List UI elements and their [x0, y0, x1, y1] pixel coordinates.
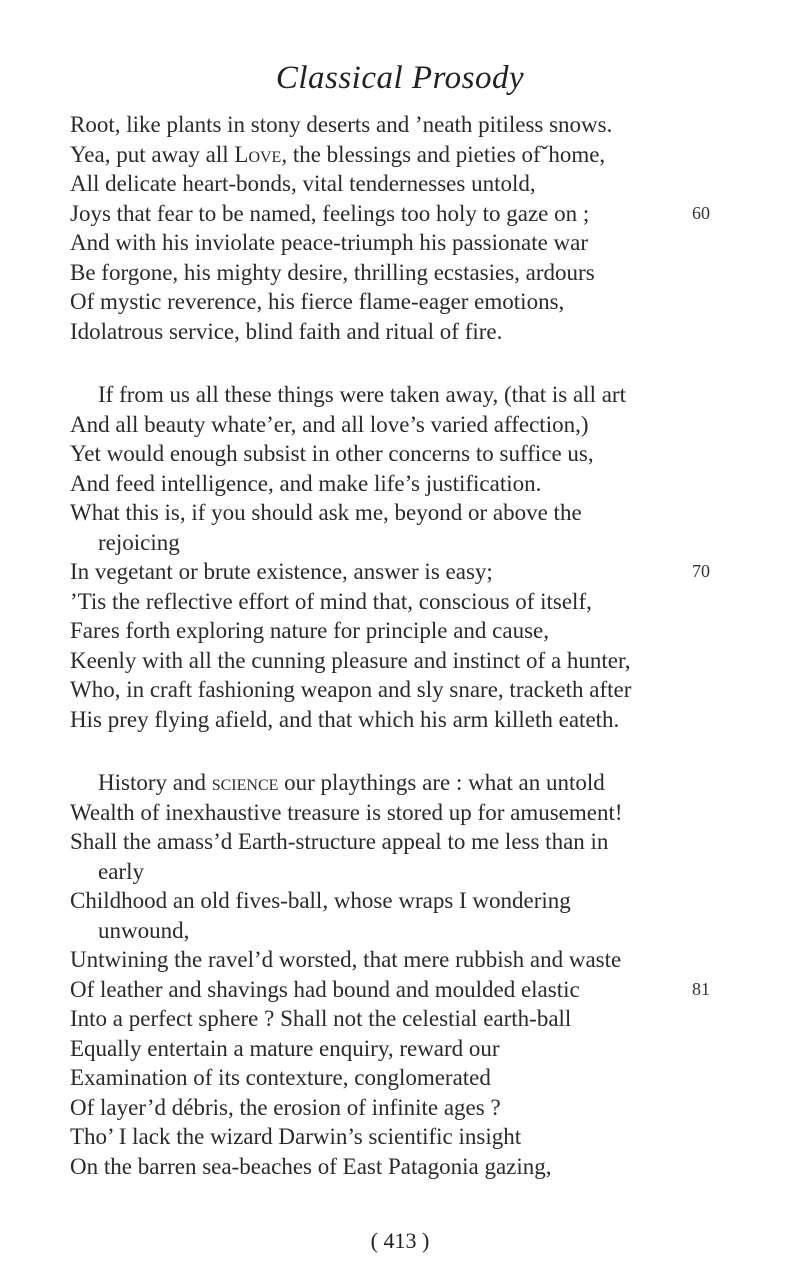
line-text: Childhood an old fives-ball, whose wraps I wondering [70, 888, 571, 913]
line-text: Wealth of inexhaustive treasure is stored up for amusement! [70, 799, 623, 825]
line-text: Examination of its contexture, conglomerated [70, 1065, 491, 1090]
poem-line [70, 705, 690, 735]
line-text: And feed intelligence, and make life’s justification. [70, 470, 542, 496]
poem-line [70, 1152, 690, 1182]
line-text: Shall the amass’d Earth-structure appeal to me less than in [70, 829, 609, 854]
poem-line [70, 827, 690, 857]
line-text: ’Tis the reflective effort of mind that, conscious of itself, [70, 588, 592, 614]
poem-line [70, 857, 690, 887]
poem-line [70, 317, 690, 347]
line-text: All delicate heart-bonds, vital tendernesses untold, [70, 171, 536, 196]
line-number: 60 [692, 202, 710, 223]
line-text: Joys that fear to be named, feelings too holy to gaze on ; [70, 200, 590, 226]
poem-line [70, 916, 690, 946]
line-text: Of leather and shavings had bound and moulded elastic [70, 976, 580, 1002]
line-text: Fares forth exploring nature for principle and cause, [70, 618, 549, 643]
page-number: ( 413 ) [370, 1228, 430, 1253]
poem-line [70, 110, 690, 140]
line-text: rejoicing [98, 529, 180, 555]
line-text: Tho’ I lack the wizard Darwin’s scientific insight [70, 1124, 522, 1149]
line-text: On the barren sea-beaches of East Patagonia gazing, [70, 1153, 552, 1179]
stanza [70, 768, 710, 1181]
line-text: His prey flying afield, and that which his arm killeth eateth. [70, 706, 620, 732]
line-text: Of mystic reverence, his fierce flame-eager emotions, [70, 289, 565, 314]
poem-line [70, 646, 690, 676]
poem-line [70, 380, 690, 410]
poem-line [70, 557, 710, 587]
line-text: Yet would enough subsist in other concerns to suffice us, [70, 441, 594, 466]
poem-line [70, 616, 690, 646]
poem-line [70, 675, 690, 705]
line-text: And with his inviolate peace-triumph his passionate war [70, 230, 589, 255]
poem-line [70, 228, 690, 258]
line-number: 70 [692, 561, 710, 581]
line-text: Who, in craft fashioning weapon and sly snare, tracketh after [70, 677, 632, 702]
poem-line [70, 1004, 690, 1034]
line-text: History and [98, 770, 212, 795]
poem-text [70, 110, 710, 1181]
poem-line [70, 886, 690, 916]
line-text: Be forgone, his mighty desire, thrilling ecstasies, ardours [70, 259, 595, 285]
line-text: Root, like plants in stony deserts and ’neath pitiless snows. [70, 112, 613, 137]
running-head: Classical Prosody [275, 60, 525, 96]
poem-line [70, 287, 690, 317]
line-text: early [98, 858, 144, 884]
poem-line [70, 587, 690, 617]
stanza [70, 380, 710, 734]
line-text: Yea, put away all [70, 141, 235, 167]
small-caps-word: science [211, 770, 279, 795]
line-text: Untwining the ravel’d worsted, that mere rubbish and waste [70, 947, 622, 972]
poem-line [70, 199, 710, 229]
poem-line [70, 1093, 690, 1123]
line-text: And all beauty whate’er, and all love’s varied affection,) [70, 411, 589, 437]
line-text: Idolatrous service, blind faith and ritual of fire. [70, 318, 503, 344]
poem-line [70, 469, 690, 499]
poem-line [70, 975, 710, 1005]
poem-line [70, 169, 690, 199]
poem-line [70, 798, 690, 828]
poem-line [70, 1034, 690, 1064]
poem-line [70, 528, 690, 558]
line-text: Keenly with all the cunning pleasure and instinct of a hunter, [70, 647, 631, 673]
line-text: unwound, [98, 917, 190, 943]
poem-line [70, 258, 690, 288]
line-text: In vegetant or brute existence, answer is easy; [70, 559, 493, 584]
small-caps-word: Love [234, 141, 282, 167]
line-text: Of layer’d débris, the erosion of infinite ages ? [70, 1094, 501, 1120]
poem-line [70, 1122, 690, 1152]
poem-line [70, 439, 690, 469]
poem-line [70, 768, 690, 798]
poem-line [70, 140, 690, 170]
poem-line [70, 410, 690, 440]
line-text: Equally entertain a mature enquiry, reward our [70, 1035, 500, 1061]
line-text: If from us all these things were taken away, (that is all art [98, 382, 626, 407]
line-text: What this is, if you should ask me, beyond or above the [70, 500, 582, 525]
line-text-continued: , the blessings and pieties ofˇhome, [281, 141, 606, 167]
line-text: Into a perfect sphere ? Shall not the celestial earth-ball [70, 1006, 572, 1031]
line-number: 81 [692, 978, 710, 999]
stanza [70, 110, 710, 346]
poem-line [70, 945, 690, 975]
poem-line [70, 1063, 690, 1093]
line-text-continued: our playthings are : what an untold [278, 770, 605, 795]
poem-line [70, 498, 690, 528]
